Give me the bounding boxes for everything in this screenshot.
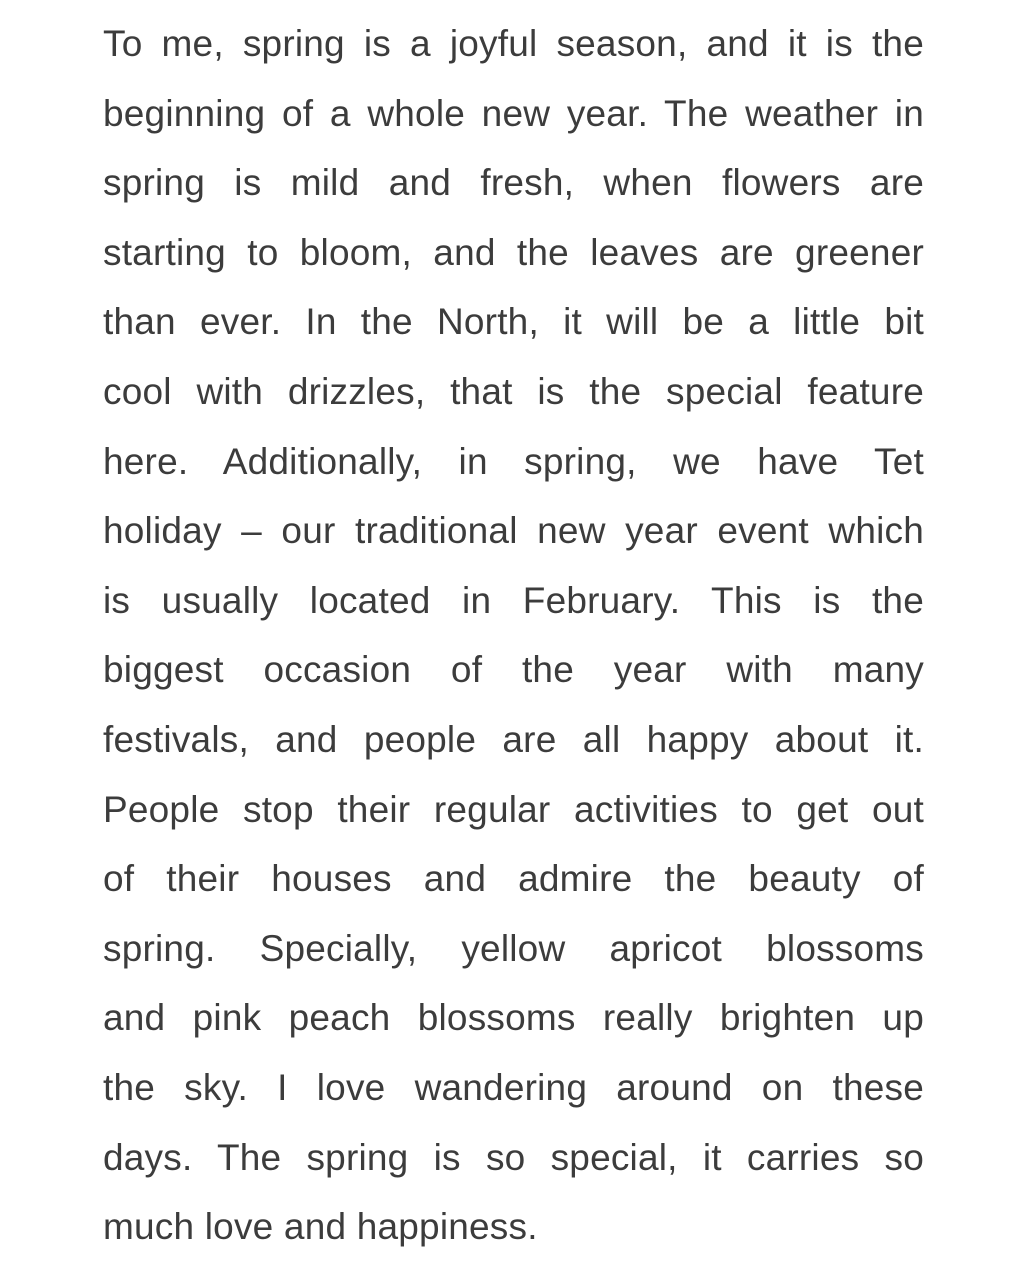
paragraph-line-2: beginning of a whole new year. The weather in [103,92,924,134]
paragraph-line-6: cool with drizzles, that is the special feature [103,370,924,412]
paragraph-line-16: the sky. I love wandering around on these [103,1066,924,1108]
essay-paragraph [103,9,924,1262]
paragraph-line-14: spring. Specially, yellow apricot blossoms [103,927,924,969]
paragraph-line-3: spring is mild and fresh, when flowers are [103,162,924,204]
paragraph-line-7: here. Additionally, in spring, we have Tet [103,440,924,482]
paragraph-line-15: and pink peach blossoms really brighten up [103,997,924,1039]
paragraph-line-9: is usually located in February. This is the [103,579,924,621]
paragraph-line-13: of their houses and admire the beauty of [103,858,924,900]
paragraph-line-11: festivals, and people are all happy about it. [103,718,924,760]
paragraph-line-8: holiday – our traditional new year event which [103,510,924,552]
paragraph-line-17: days. The spring is so special, it carries so [103,1136,924,1178]
paragraph-line-5: than ever. In the North, it will be a little bit [103,301,924,343]
paragraph-line-10: biggest occasion of the year with many [103,649,924,691]
paragraph-line-1: To me, spring is a joyful season, and it is the [103,23,924,64]
paragraph-line-18: much love and happiness. [103,1206,538,1248]
paragraph-line-4: starting to bloom, and the leaves are greener [103,231,924,273]
paragraph-line-12: People stop their regular activities to get out [103,788,924,830]
